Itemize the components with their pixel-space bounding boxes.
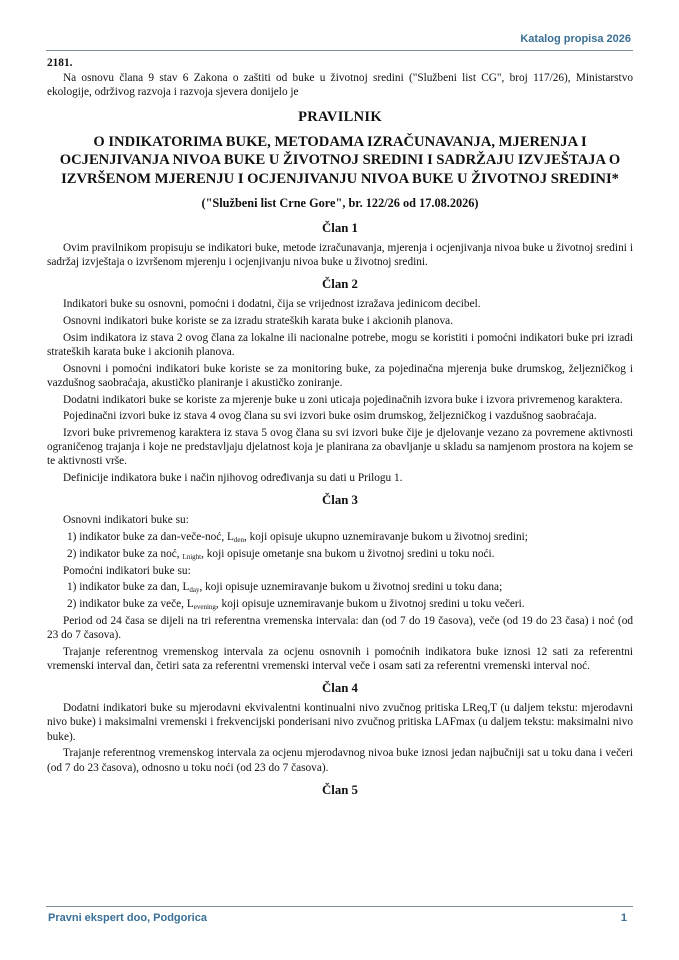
article-1-paragraph: Ovim pravilnikom propisuju se indikatori buke, metode izračunavanja, mjerenja i ocjenjivanja nivoa buke u životnoj sredini i sadržaj izvještaja o izvršenom mjerenju i ocjenjivanju nivoa buke u životnoj sredini. [47,241,633,268]
footer-publisher: Pravni ekspert doo, Podgorica [48,912,207,924]
item-text: 2) indikator buke za noć, [67,547,183,560]
item-text: , koji opisuje uznemiravanje bukom u životnoj sredini u toku večeri. [215,597,525,610]
article-3-paragraph-1: Osnovni indikatori buke su: [63,514,189,527]
article-heading-2: Član 2 [322,277,358,292]
article-2-paragraph-4: Osnovni i pomoćni indikatori buke koriste se za monitoring buke, za pojedinačna mjerenja buke drumskog, željezničkog i vazdušnog saobraćaja, akustičko planiranje i akustičko zoniranje. [47,362,633,389]
article-2-paragraph-7: Izvori buke privremenog karaktera iz stava 5 ovog člana su svi izvori buke čije je djelovanje vezano za povremene aktivnosti ograničenog trajanja i koje ne predstavljaju djelatnost koja je planirana za obavljanje u skladu sa namjenom prostora na kojem se te aktivnosti vrše. [47,426,633,468]
article-heading-3: Član 3 [322,493,358,508]
article-3-item-4 [47,597,633,611]
header-rule [46,50,633,51]
article-2-paragraph-3: Osim indikatora iz stava 2 ovog člana za lokalne ili nacionalne potrebe, mogu se koristiti i pomoćni indikatori buke pri izradi strateških karata buke i akcionih planova. [47,331,633,358]
footer-rule [46,906,633,907]
article-4-paragraph-1: Dodatni indikatori buke su mjerodavni ekvivalentni kontinualni nivo zvučnog pritiska LReq,T (u daljem tekstu: mjerodavni nivo buke) i maksimalni vremenski i frekvencijski ponderisani nivo zvučnog pritiska LAFmax (u daljem tekstu: maksimalni nivo buke). [47,702,633,743]
document-body [47,56,633,803]
document-title: PRAVILNIK [298,108,382,125]
item-subscript: den [233,536,244,545]
footnote-asterisk: * [611,170,619,187]
subject-text: O INDIKATORIMA BUKE, METODAMA IZRAČUNAVANJA, MJERENJA I OCJENJIVANJA NIVOA BUKE U ŽIVOTNOJ SREDINI I SADRŽAJU IZVJEŠTAJA O IZVRŠENOM MJERENJU I OCJENJIVANJU NIVOA BUKE U ŽIVOTNOJ SREDINI [59,133,621,187]
item-text: , koji opisuje ometanje sna bukom u životnoj sredini u toku noći. [201,547,495,560]
article-heading-4: Član 4 [322,681,358,695]
article-3-item-3 [47,580,633,594]
preamble: Na osnovu člana 9 stav 6 Zakona o zaštiti od buke u životnoj sredini ("Službeni list CG", broj 117/26), Ministarstvo ekologije, održivog razvoja i razvoja sjevera donijelo je [47,72,633,99]
article-4-paragraph-2: Trajanje referentnog vremenskog intervala za ocjenu mjerodavnog nivoa buke iznosi jedan najbučniji sat u toku dana i večeri (od 7 do 23 časova), odnosno u toku noći (od 23 do 7 časova). [47,747,633,774]
article-2-paragraph-5: Dodatni indikatori buke se koriste za mjerenje buke u zoni uticaja pojedinačnih izvora buke i izvora privremenog karaktera. [63,393,623,406]
item-text: 1) indikator buke za dan-veče-noć, L [67,531,234,544]
article-2-paragraph-8: Definicije indikatora buke i način njihovog određivanja su dati u Prilogu 1. [63,472,403,485]
item-subscript: Lnight [182,552,202,561]
item-subscript: day [189,586,200,595]
article-3-item-1 [47,530,633,544]
article-3-paragraph-2: Pomoćni indikatori buke su: [63,564,191,577]
article-3-paragraph-3: Period od 24 časa se dijeli na tri referentna vremenska intervala: dan (od 7 do 19 časova), veče (od 19 do 23 časa) i noć (od 23 do 7 časova). [47,614,633,641]
gazette-reference: ("Službeni list Crne Gore", br. 122/26 od 17.08.2026) [201,196,479,211]
footer-page-number: 1 [620,912,627,924]
item-text: , koji opisuje ukupno uznemiravanje bukom u životnoj sredini; [243,531,528,544]
article-2-paragraph-2: Osnovni indikatori buke koriste se za izradu strateških karata buke i akcionih planova. [63,315,453,328]
item-text: 1) indikator buke za dan, L [67,581,190,594]
document-subject [47,133,633,189]
document-number: 2181. [47,57,73,69]
catalog-header: Katalog propisa 2026 [520,33,631,45]
article-2-paragraph-1: Indikatori buke su osnovni, pomoćni i dodatni, čija se vrijednost izražava jedinicom decibel. [63,298,481,311]
item-text: 2) indikator buke za veče, L [67,597,194,610]
article-heading-5: Član 5 [322,782,358,797]
article-2-paragraph-6: Pojedinačni izvori buke iz stava 4 ovog člana su svi izvori buke osim drumskog, željezničkog i vazdušnog saobraćaja. [63,410,597,423]
article-3-item-2 [47,547,633,561]
item-subscript: evening [193,602,216,611]
item-text: , koji opisuje uznemiravanje bukom u životnoj sredini u toku dana; [199,581,503,594]
article-heading-1: Član 1 [322,220,358,235]
article-3-paragraph-4: Trajanje referentnog vremenskog intervala za ocjenu osnovnih i pomoćnih indikatora buke iznosi 12 sati za referentni vremenski interval dan, četiri sata za referentni vremenski interval veče i osam sati za referentni vremenski interval noć. [47,645,633,672]
